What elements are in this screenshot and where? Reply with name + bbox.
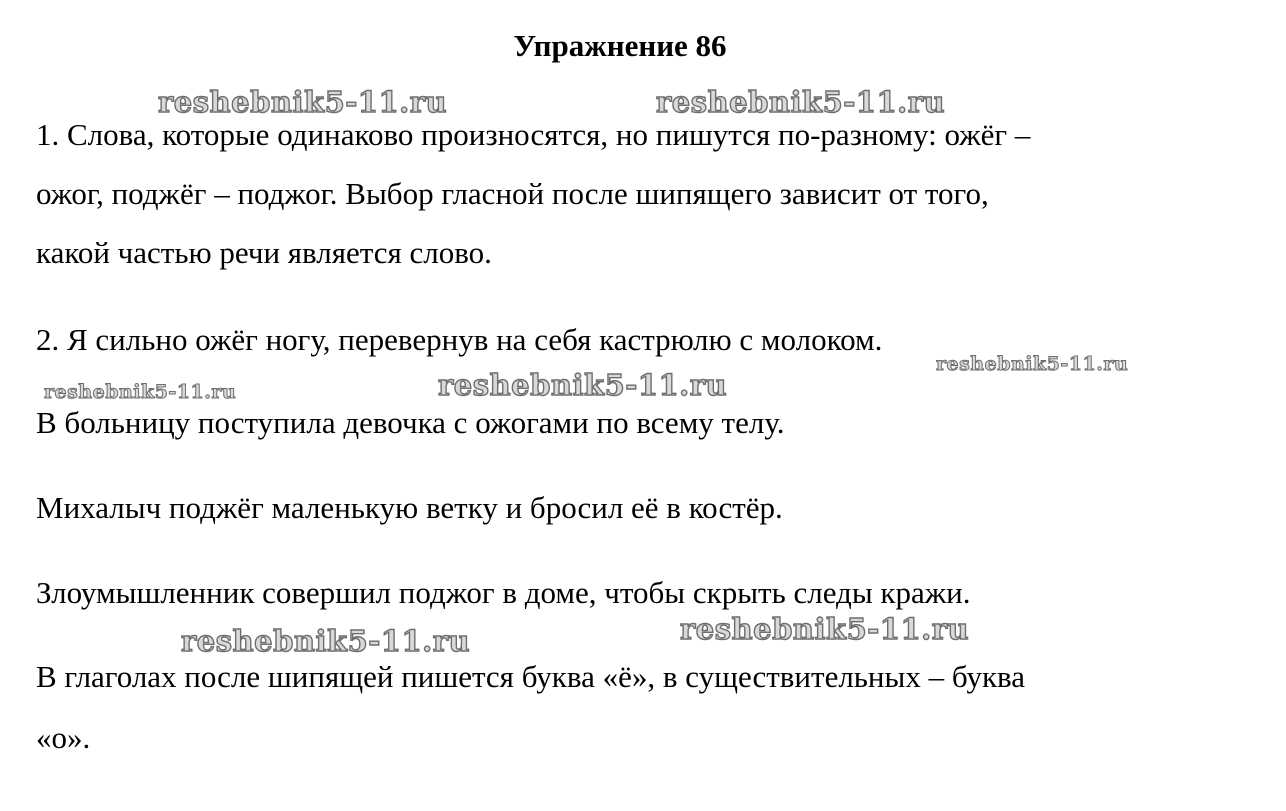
sentence-4: Злоумышленник совершил поджог в доме, чтобы скрыть следы кражи. xyxy=(36,575,971,610)
sentence-2: В больницу поступила девочка с ожогами по всему телу. xyxy=(36,405,785,440)
watermark-logo: reshebnik5-11.ru xyxy=(936,353,1129,375)
conclusion-line-1: В глаголах после шипящей пишется буква «ё», в существительных – буква xyxy=(36,659,1025,694)
paragraph-1-line-3: какой частью речи является слово. xyxy=(36,235,492,270)
watermark-logo: reshebnik5-11.ru xyxy=(44,381,237,403)
watermark-logo: reshebnik5-11.ru xyxy=(438,368,728,402)
conclusion-line-2: «о». xyxy=(36,720,91,755)
watermark-logo: reshebnik5-11.ru xyxy=(181,624,471,658)
exercise-title: Упражнение 86 xyxy=(513,28,727,63)
paragraph-1-line-1: 1. Слова, которые одинаково произносятся, но пишутся по-разному: ожёг – xyxy=(36,117,1031,152)
watermark-logo: reshebnik5-11.ru xyxy=(680,612,970,646)
paragraph-1-line-2: ожог, поджёг – поджог. Выбор гласной после шипящего зависит от того, xyxy=(36,176,989,211)
sentence-3: Михалыч поджёг маленькую ветку и бросил её в костёр. xyxy=(36,490,783,525)
sentence-1: 2. Я сильно ожёг ногу, перевернув на себя кастрюлю с молоком. xyxy=(36,322,883,357)
watermark-logo: reshebnik5-11.ru xyxy=(158,85,448,119)
watermark-logo: reshebnik5-11.ru xyxy=(656,85,946,119)
